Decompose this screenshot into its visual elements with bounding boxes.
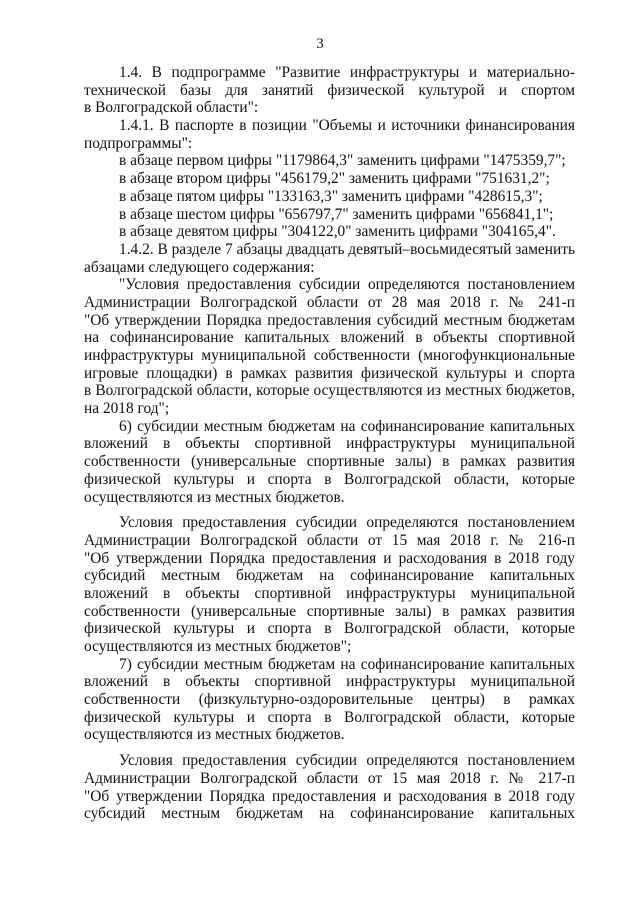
text-line: в Волгоградской области, которые осуществляются из местных бюджетов, bbox=[84, 382, 575, 400]
document-body bbox=[84, 64, 575, 823]
text-line: в абзаце пятом цифры "133163,3" заменить цифрами "428615,3"; bbox=[119, 187, 543, 205]
text-line: Условия предоставления субсидии определяются постановлением bbox=[119, 514, 575, 532]
text-line: субсидий местным бюджетам на софинансирование капитальных bbox=[84, 805, 575, 823]
text-line: 6) субсидии местным бюджетам на софинансирование капитальных bbox=[119, 417, 575, 435]
text-line: абзацами следующего содержания: bbox=[84, 258, 315, 276]
text-line: 1.4. В подпрограмме "Развитие инфраструктуры и материально- bbox=[119, 64, 575, 81]
text-line: 1.4.2. В разделе 7 абзацы двадцать девятый–восьмидесятый заменить bbox=[119, 240, 575, 258]
text-line: субсидий местным бюджетам на софинансирование капитальных bbox=[84, 567, 575, 585]
text-line: в абзаце шестом цифры "656797,7" заменить цифрами "656841,1"; bbox=[119, 205, 554, 223]
text-line: Администрации Волгоградской области от 15 мая 2018 г. № 216-п bbox=[84, 531, 575, 549]
text-line: осуществляются из местных бюджетов. bbox=[84, 488, 345, 506]
text-line: на 2018 год"; bbox=[84, 400, 170, 418]
text-line: вложений в объекты спортивной инфраструктуры муниципальной bbox=[84, 673, 575, 691]
text-line: Условия предоставления субсидии определяются постановлением bbox=[119, 752, 575, 770]
text-line: в Волгоградской области": bbox=[84, 99, 259, 117]
text-line: "Условия предоставления субсидии определяются постановлением bbox=[119, 276, 575, 294]
text-line: "Об утверждении Порядка предоставления и расходования в 2018 году bbox=[84, 787, 575, 805]
text-line: в абзаце девятом цифры "304122,0" заменить цифрами "304165,4". bbox=[119, 223, 556, 241]
text-line: собственности (физкультурно-оздоровительные центры) в рамках bbox=[84, 691, 575, 709]
text-line: собственности (универсальные спортивные залы) в рамках развития bbox=[84, 453, 575, 471]
text-line: 7) субсидии местным бюджетам на софинансирование капитальных bbox=[119, 655, 575, 673]
text-line: физической культуры и спорта в Волгоградской области, которые bbox=[84, 708, 575, 726]
text-line: Администрации Волгоградской области от 28 мая 2018 г. № 241-п bbox=[84, 293, 575, 311]
text-line: собственности (универсальные спортивные залы) в рамках развития bbox=[84, 602, 575, 620]
text-line: "Об утверждении Порядка предоставления субсидий местным бюджетам bbox=[84, 311, 575, 329]
text-line: подпрограммы": bbox=[84, 134, 193, 152]
text-line: 1.4.1. В паспорте в позиции "Объемы и источники финансирования bbox=[119, 117, 575, 135]
text-line: игровые площадки) в рамках развития физической культуры и спорта bbox=[84, 364, 575, 382]
text-line: вложений в объекты спортивной инфраструктуры муниципальной bbox=[84, 584, 575, 602]
text-line: осуществляются из местных бюджетов. bbox=[84, 726, 345, 744]
text-line: физической культуры и спорта в Волгоградской области, которые bbox=[84, 470, 575, 488]
text-line: технической базы для занятий физической культурой и спортом bbox=[84, 81, 575, 99]
text-line: "Об утверждении Порядка предоставления и расходования в 2018 году bbox=[84, 549, 575, 567]
page-number: 3 bbox=[316, 36, 324, 52]
paragraph-gap bbox=[84, 744, 575, 752]
text-line: осуществляются из местных бюджетов"; bbox=[84, 638, 352, 655]
text-line: в абзаце первом цифры "1179864,3" заменить цифрами "1475359,7"; bbox=[119, 152, 566, 170]
text-line: Администрации Волгоградской области от 15 мая 2018 г. № 217-п bbox=[84, 769, 575, 787]
text-line: физической культуры и спорта в Волгоградской области, которые bbox=[84, 620, 575, 638]
text-line: на софинансирование капитальных вложений в объекты спортивной bbox=[84, 329, 575, 347]
text-line: в абзаце втором цифры "456179,2" заменить цифрами "751631,2"; bbox=[119, 170, 550, 188]
text-line: инфраструктуры муниципальной собственности (многофункциональные bbox=[84, 347, 575, 364]
paragraph-gap bbox=[84, 506, 575, 514]
text-line: вложений в объекты спортивной инфраструктуры муниципальной bbox=[84, 435, 575, 453]
